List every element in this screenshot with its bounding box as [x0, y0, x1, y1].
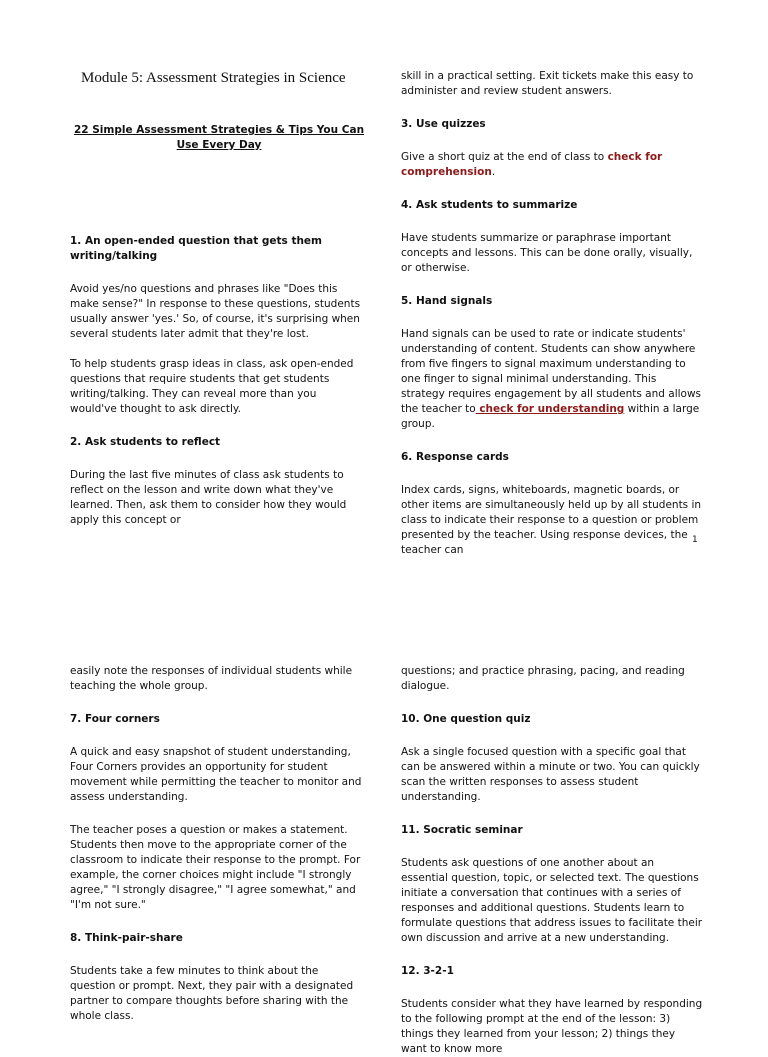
paragraph-5: [401, 327, 703, 432]
heading-4: 4. Ask students to summarize: [401, 199, 578, 211]
heading-2: 2. Ask students to reflect: [70, 436, 221, 448]
heading-5: 5. Hand signals: [401, 295, 493, 307]
paragraph-3: [401, 150, 703, 180]
check-for-comprehension-link[interactable]: check for comprehension: [401, 151, 663, 178]
paragraph-10: Ask a single focused question with a specific goal that can be answered within a minute or two. You can quickly scan the written responses to assess student understanding.: [401, 746, 700, 803]
page1-left-column: [70, 234, 362, 528]
paragraph-6: Index cards, signs, whiteboards, magnetic boards, or other items are simultaneously held up by all students in class to indicate their response to a question or problem presented by the teacher. Using response devices, the teacher can: [401, 484, 702, 556]
page2-right-column: [401, 664, 703, 1057]
heading-3: 3. Use quizzes: [401, 118, 486, 130]
paragraph-dialogue-cont: questions; and practice phrasing, pacing, and reading dialogue.: [401, 665, 685, 692]
paragraph-exit-tickets: skill in a practical setting. Exit tickets make this easy to administer and review student answers.: [401, 70, 694, 97]
check-for-understanding-link[interactable]: check for understanding: [475, 403, 625, 415]
heading-1: 1. An open-ended question that gets them writing/talking: [70, 235, 322, 262]
paragraph-4: Have students summarize or paraphrase important concepts and lessons. This can be done orally, visually, or otherwise.: [401, 232, 693, 274]
heading-7: 7. Four corners: [70, 713, 160, 725]
paragraph-5-text: Hand signals can be used to rate or indicate students' understanding of content. Students can show anywhere from five fingers to signal maximum understanding to one finger to signal minimal understanding. This strategy requires engagement by all students and allows the teacher to: [401, 328, 702, 415]
page-number: 1: [692, 535, 698, 545]
page-title: Module 5: Assessment Strategies in Science: [81, 70, 346, 86]
heading-8: 8. Think-pair-share: [70, 932, 183, 944]
paragraph-5-end: within a large group.: [401, 403, 700, 430]
paragraph-1a: Avoid yes/no questions and phrases like "Does this make sense?" In response to these questions, students usually answer 'yes.' So, of course, it's surprising when several students later admit that they're lost.: [70, 283, 361, 340]
page-subtitle: 22 Simple Assessment Strategies & Tips You Can Use Every Day: [73, 124, 365, 151]
paragraph-3-text: Give a short quiz at the end of class to: [401, 151, 608, 163]
page2-left-column: [70, 664, 362, 1024]
heading-6: 6. Response cards: [401, 451, 509, 463]
heading-12: 12. 3-2-1: [401, 965, 454, 977]
paragraph-8: Students take a few minutes to think about the question or prompt. Next, they pair with a designated partner to compare thoughts before sharing with the whole class.: [70, 965, 354, 1022]
heading-10: 10. One question quiz: [401, 713, 531, 725]
paragraph-3-end: .: [491, 166, 496, 178]
paragraph-11: Students ask questions of one another about an essential question, topic, or selected text. The questions initiate a conversation that continues with a series of responses and additional questions. Students learn to formulate questions that address issues to facilitate their own discussion and arrive at a new understanding.: [401, 857, 703, 944]
paragraph-1b: To help students grasp ideas in class, ask open-ended questions that require students that get students writing/talking. They can reveal more than you would've thought to ask directly.: [70, 358, 354, 415]
paragraph-response-devices-cont: easily note the responses of individual students while teaching the whole group.: [70, 665, 353, 692]
paragraph-7a: A quick and easy snapshot of student understanding, Four Corners provides an opportunity for student movement while permitting the teacher to monitor and assess understanding.: [70, 746, 362, 803]
page1-right-column: [401, 69, 703, 558]
page-break: [0, 570, 768, 650]
paragraph-2: During the last five minutes of class ask students to reflect on the lesson and write down what they've learned. Then, ask them to consider how they would apply this concept or: [70, 469, 347, 526]
paragraph-12: Students consider what they have learned by responding to the following prompt at the end of the lesson: 3) things they learned from your lesson; 2) things they want to know more: [401, 998, 703, 1055]
paragraph-7b: The teacher poses a question or makes a statement. Students then move to the appropriate corner of the classroom to indicate their response to the prompt. For example, the corner choices might include "I strongly agree," "I strongly disagree," "I agree somewhat," and "I'm not sure.": [70, 824, 361, 911]
heading-11: 11. Socratic seminar: [401, 824, 523, 836]
